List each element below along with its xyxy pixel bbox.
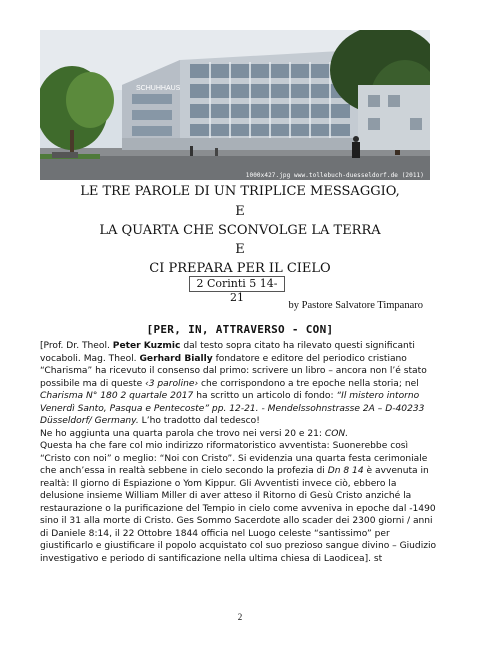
text-span: L’ho tradotto dal tedesco! xyxy=(138,416,260,426)
emphasis: Dn 8 14 xyxy=(327,466,364,476)
paragraph-2 xyxy=(40,428,440,441)
author-line: by Pastore Salvatore Timpanaro xyxy=(288,300,423,311)
photo-caption: 1000x427.jpg www.tollebuch-duesseldorf.de (2011) xyxy=(245,172,424,179)
title-line-2: E xyxy=(235,204,245,219)
page-number: 2 xyxy=(237,612,243,622)
emphasis: “Il mistero intorno Venerdì Santo, Pasqua e Pentecoste” pp. 12-21. - Mendelssohnstrasse 2A – D-40233 Düsseldorf/ Germany. xyxy=(40,391,425,426)
text-span: fondatore e editore del periodico cristiano “Charisma” ha ricevuto il consenso dal primo: scrivere un libro – ancora non l’é stato possibile ma di queste xyxy=(40,353,427,389)
text-span: è avvenuta in realtà: Il giorno di Espiazione o Yom Kippur. Gli Avventisti invece ciò, ebbero la delusione insieme William Miller di aver atteso il Ritorno di Gesù Cristo anziché la restaurazione o la purificazione del Tempio in cielo come avveniva in epoche dal -1490 sino il 31 alla morte di Cristo. Ges Sommo Sacerdote allo scader dei 2300 giorni / anni di Daniele 8:14, il 22 Ottobre 1844 officia nel Luogo celeste “santissimo” per giustificarlo e giustificare il popolo acquistato col suo prezioso sangue divino – Giudizio investigativo e periodo di santificazione nella ultima chiesa di Laodicea]. st xyxy=(40,466,437,564)
header-photo xyxy=(40,30,430,180)
paragraph-3 xyxy=(40,440,440,565)
emphasis: CON. xyxy=(324,428,349,439)
text-span: dal testo sopra citato ha rilevato questi significanti vocaboli. Mag. Theol. xyxy=(40,341,415,364)
emphasis: Charisma N° 180 2 quartale 2017 xyxy=(40,391,194,401)
bible-reference: 2 Corinti 5 14-21 xyxy=(189,276,285,292)
building-photo xyxy=(40,30,430,180)
emphasis: ‹3 paroline› xyxy=(145,378,199,389)
text-span: che corrispondono a tre epoche nella storia; nel xyxy=(198,378,419,389)
store-sign: SCHUHHAUS xyxy=(136,85,181,92)
text-span: Questa ha che fare col mio indirizzo riformatoristico avventista: Suonerebbe così “Cristo con noi” o meglio: “Noi con Cristo”. Si evidenzia una quarta festa cerimoniale che anch’essa in realtà sebbene in cielo secondo la profezia di xyxy=(40,441,428,476)
title-line-4: E xyxy=(235,242,245,257)
body-text xyxy=(40,340,440,565)
title-line-3: LA QUARTA CHE SCONVOLGE LA TERRA xyxy=(99,223,381,238)
author-name: Gerhard Bially xyxy=(139,353,213,364)
title-line-1: LE TRE PAROLE DI UN TRIPLICE MESSAGGIO, xyxy=(80,184,400,199)
text-span: Ne ho aggiunta una quarta parola che trovo nei versi 20 e 21: xyxy=(40,428,325,439)
title-line-5: CI PREPARA PER IL CIELO xyxy=(149,261,331,276)
text-span: ha scritto un articolo di fondo: xyxy=(193,391,337,401)
paragraph-1 xyxy=(40,340,440,428)
text-span: [Prof. Dr. Theol. xyxy=(40,341,113,351)
section-heading: [PER, IN, ATTRAVERSO - CON] xyxy=(146,323,334,336)
author-name: Peter Kuzmic xyxy=(112,341,181,351)
